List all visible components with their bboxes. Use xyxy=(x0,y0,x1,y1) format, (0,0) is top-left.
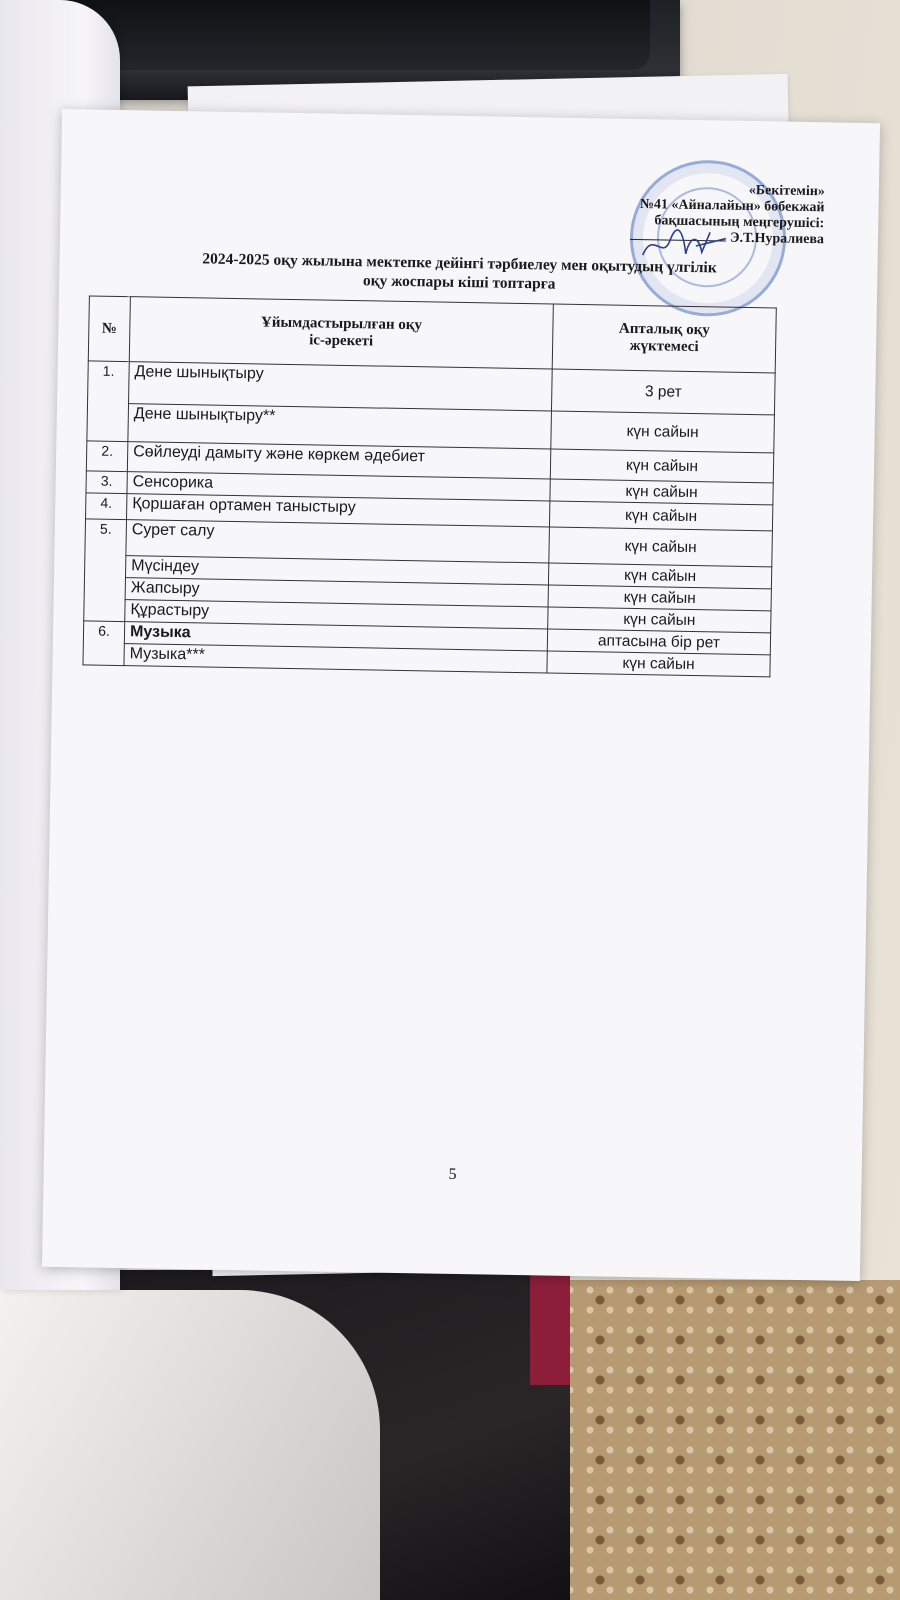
row-number: 2. xyxy=(86,441,128,472)
activity-cell: Дене шынықтыру xyxy=(129,362,553,411)
title-line-1: 2024-2025 оқу жылына мектепке дейінгі тәрбиелеу мен оқытудың үлгілік xyxy=(202,250,717,277)
activity-cell: Музыка xyxy=(124,622,547,651)
header-weekly-load xyxy=(552,304,776,373)
laptop-screen xyxy=(40,0,650,70)
header-activity-line-1: Ұйымдастырылған оқу xyxy=(260,314,423,334)
load-cell: күн сайын xyxy=(550,449,773,483)
load-cell: күн сайын xyxy=(550,479,773,505)
activity-cell: Сурет салу xyxy=(126,520,550,563)
row-number: 6. xyxy=(83,621,125,666)
approval-line-2: №41 «Айналайын» бөбекжай xyxy=(639,197,825,216)
document-page xyxy=(42,109,880,1281)
load-cell: күн сайын xyxy=(548,607,771,633)
load-cell: күн сайын xyxy=(548,585,771,611)
activity-cell: Сөйлеуді дамыту және көркем әдебиет xyxy=(127,442,550,479)
table-header-row xyxy=(88,296,776,373)
activity-cell: Жапсыру xyxy=(125,578,548,607)
activity-cell: Дене шынықтыру** xyxy=(128,404,552,449)
activity-cell: Құрастыру xyxy=(125,600,548,629)
page-number: 5 xyxy=(448,1165,457,1183)
approval-line-1: «Бекітемін» xyxy=(748,182,825,200)
load-cell: аптасына бір рет xyxy=(547,629,770,655)
row-number: 5. xyxy=(84,519,127,622)
row-number: 4. xyxy=(86,493,127,520)
white-cloth xyxy=(0,1290,380,1600)
activity-cell: Музыка*** xyxy=(124,644,547,673)
title-line-2: оқу жоспары кіші топтарға xyxy=(362,272,556,293)
red-fabric-strip xyxy=(530,1265,570,1385)
row-number: 3. xyxy=(86,471,127,494)
header-activity xyxy=(129,297,553,369)
header-load-line-1: Апталық оқу xyxy=(618,320,710,339)
header-activity-line-2: іс-әрекеті xyxy=(309,332,374,350)
activity-cell: Мүсіндеу xyxy=(125,556,548,585)
header-load-line-2: жүктемесі xyxy=(629,337,699,356)
activity-cell: Сенсорика xyxy=(127,472,550,501)
load-cell: күн сайын xyxy=(551,411,775,453)
curriculum-table xyxy=(82,295,776,677)
load-cell: 3 рет xyxy=(551,369,775,415)
load-cell: күн сайын xyxy=(549,527,773,567)
header-number: № xyxy=(88,296,130,362)
approval-line-3: бақшасының меңгерушісі: xyxy=(654,213,825,232)
carpet xyxy=(540,1280,900,1600)
load-cell: күн сайын xyxy=(547,651,770,677)
load-cell: күн сайын xyxy=(549,501,772,531)
load-cell: күн сайын xyxy=(548,563,771,589)
signer-name: Э.Т.Нуралиева xyxy=(729,230,825,248)
row-number: 1. xyxy=(87,361,129,442)
activity-cell: Қоршаған ортамен таныстыру xyxy=(127,494,550,527)
